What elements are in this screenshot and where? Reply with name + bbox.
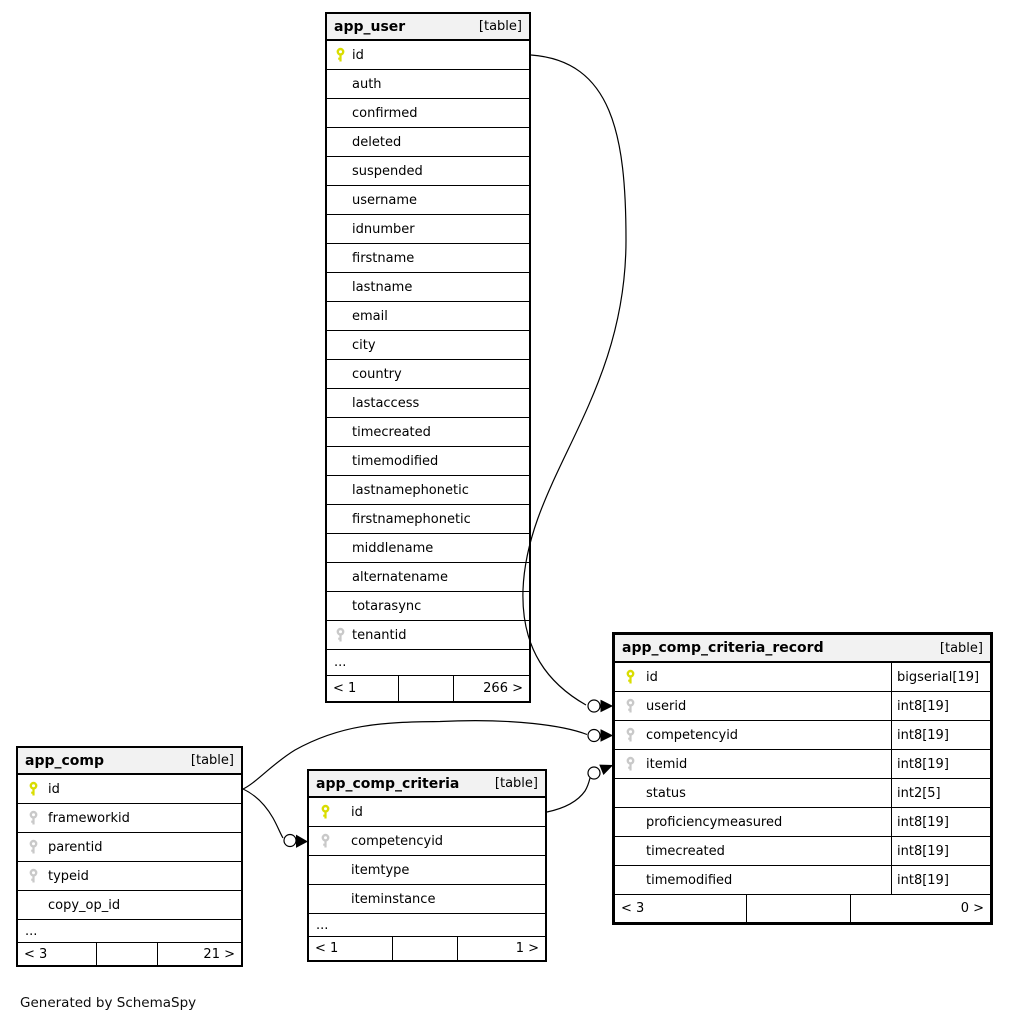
table-type-badge: [table] (190, 753, 234, 768)
column-name: middlename (352, 540, 434, 556)
column-name: confirmed (352, 105, 418, 121)
table-row (615, 663, 990, 692)
table-row (327, 418, 529, 447)
table-row (327, 534, 529, 563)
column-name: timecreated (646, 843, 725, 859)
column-name: suspended (352, 163, 423, 179)
column-name: timemodified (352, 453, 439, 469)
foreign-key-icon (624, 728, 637, 743)
column-name: parentid (48, 839, 103, 855)
table-header (309, 771, 545, 798)
table-row (327, 621, 529, 650)
table-row (615, 692, 990, 721)
column-name: iteminstance (351, 891, 436, 907)
table-row (327, 273, 529, 302)
table-row (615, 866, 990, 895)
table-row (615, 779, 990, 808)
column-name: timemodified (646, 872, 733, 888)
foreign-key-icon (624, 699, 637, 714)
table-row (615, 808, 990, 837)
column-name: totarasync (352, 598, 422, 614)
column-type: bigserial[19] (891, 663, 990, 691)
footer-spacer (392, 937, 458, 960)
column-name: frameworkid (48, 810, 130, 826)
primary-key-icon (334, 48, 347, 63)
table-row (327, 360, 529, 389)
child-count: 21 > (203, 946, 235, 962)
table-row (327, 186, 529, 215)
table-row (18, 862, 241, 891)
column-name: id (351, 804, 363, 820)
relationship-appuser-id-to-record-userid (523, 55, 626, 712)
foreign-key-icon (624, 757, 637, 772)
table-row (327, 215, 529, 244)
column-name: alternatename (352, 569, 448, 585)
column-name: typeid (48, 868, 89, 884)
foreign-key-icon (319, 834, 332, 849)
table-footer (18, 943, 241, 965)
column-type: int8[19] (891, 750, 990, 778)
column-name: deleted (352, 134, 402, 150)
child-count: 1 > (515, 941, 539, 956)
column-name: id (48, 781, 60, 797)
primary-key-icon (27, 782, 40, 797)
column-name: username (352, 192, 417, 208)
column-name: userid (646, 698, 687, 714)
table-name[interactable]: app_comp_criteria (316, 775, 460, 792)
parent-count: < 3 (24, 946, 48, 962)
table-type-badge: [table] (494, 776, 538, 791)
primary-key-icon (624, 670, 637, 685)
table-rows (615, 663, 990, 895)
relationship-appcomp-id-to-criteria-competencyid (243, 789, 307, 847)
table-row (327, 476, 529, 505)
table-rows (18, 775, 241, 920)
table-row (327, 389, 529, 418)
column-name: firstnamephonetic (352, 511, 471, 527)
table-row (615, 750, 990, 779)
table-row (18, 775, 241, 804)
table-type-badge: [table] (939, 640, 983, 656)
footer-spacer (398, 676, 455, 701)
table-node-app-comp-criteria (307, 769, 547, 962)
column-name: lastaccess (352, 395, 420, 411)
table-row (309, 885, 545, 914)
column-type: int8[19] (891, 808, 990, 836)
table-row (18, 891, 241, 920)
table-row (615, 721, 990, 750)
table-row (327, 244, 529, 273)
table-row (327, 592, 529, 621)
table-row (18, 833, 241, 862)
table-row (327, 563, 529, 592)
table-node-app-comp (16, 746, 243, 967)
footer-spacer (96, 943, 158, 965)
column-name: itemtype (351, 862, 410, 878)
parent-count: < 3 (621, 901, 645, 916)
column-name: auth (352, 76, 382, 92)
column-name: firstname (352, 250, 415, 266)
table-header (18, 748, 241, 775)
table-row (327, 41, 529, 70)
parent-count: < 1 (315, 941, 339, 956)
column-name: itemid (646, 756, 688, 772)
table-name[interactable]: app_comp (25, 752, 105, 769)
table-name[interactable]: app_comp_criteria_record (622, 640, 824, 656)
table-footer (615, 895, 990, 922)
table-row (309, 827, 545, 856)
column-name: idnumber (352, 221, 415, 237)
foreign-key-icon (27, 811, 40, 826)
table-footer (309, 937, 545, 960)
table-type-badge: [table] (478, 19, 522, 34)
column-name: status (646, 785, 686, 801)
child-count: 0 > (960, 901, 984, 916)
child-count: 266 > (483, 681, 523, 696)
table-row (327, 302, 529, 331)
footer-spacer (746, 895, 851, 922)
column-type: int8[19] (891, 866, 990, 894)
column-name: country (352, 366, 402, 382)
truncated-columns-row: ... (18, 920, 241, 943)
table-header (615, 635, 990, 663)
table-row (327, 331, 529, 360)
primary-key-icon (319, 805, 332, 820)
table-name[interactable]: app_user (334, 18, 406, 35)
column-type: int8[19] (891, 692, 990, 720)
table-row (327, 157, 529, 186)
column-name: city (352, 337, 376, 353)
column-name: lastname (352, 279, 413, 295)
table-row (615, 837, 990, 866)
table-rows (327, 41, 529, 650)
foreign-key-icon (334, 628, 347, 643)
table-row (327, 128, 529, 157)
table-row (327, 447, 529, 476)
table-row (327, 99, 529, 128)
column-type: int2[5] (891, 779, 990, 807)
column-name: proficiencymeasured (646, 814, 783, 830)
generated-by-note: Generated by SchemaSpy (20, 995, 197, 1011)
column-name: email (352, 308, 388, 324)
table-row (309, 856, 545, 885)
table-row (327, 70, 529, 99)
parent-count: < 1 (333, 681, 357, 696)
table-rows (309, 798, 545, 914)
table-row (309, 798, 545, 827)
table-row (327, 505, 529, 534)
column-name: competencyid (646, 727, 739, 743)
table-row (18, 804, 241, 833)
table-node-app-user (325, 12, 531, 703)
truncated-columns-row: ... (327, 650, 529, 676)
truncated-columns-row: ... (309, 914, 545, 937)
column-name: copy_op_id (48, 897, 121, 913)
foreign-key-icon (27, 869, 40, 884)
column-type: int8[19] (891, 721, 990, 749)
column-name: id (646, 669, 658, 685)
relationship-criteria-id-to-record-itemid (547, 765, 612, 812)
foreign-key-icon (27, 840, 40, 855)
table-node-app-comp-criteria-record (612, 632, 993, 925)
column-type: int8[19] (891, 837, 990, 865)
column-name: competencyid (351, 833, 444, 849)
table-header (327, 14, 529, 41)
column-name: timecreated (352, 424, 431, 440)
column-name: tenantid (352, 627, 407, 643)
column-name: id (352, 47, 364, 63)
column-name: lastnamephonetic (352, 482, 469, 498)
table-footer (327, 676, 529, 701)
